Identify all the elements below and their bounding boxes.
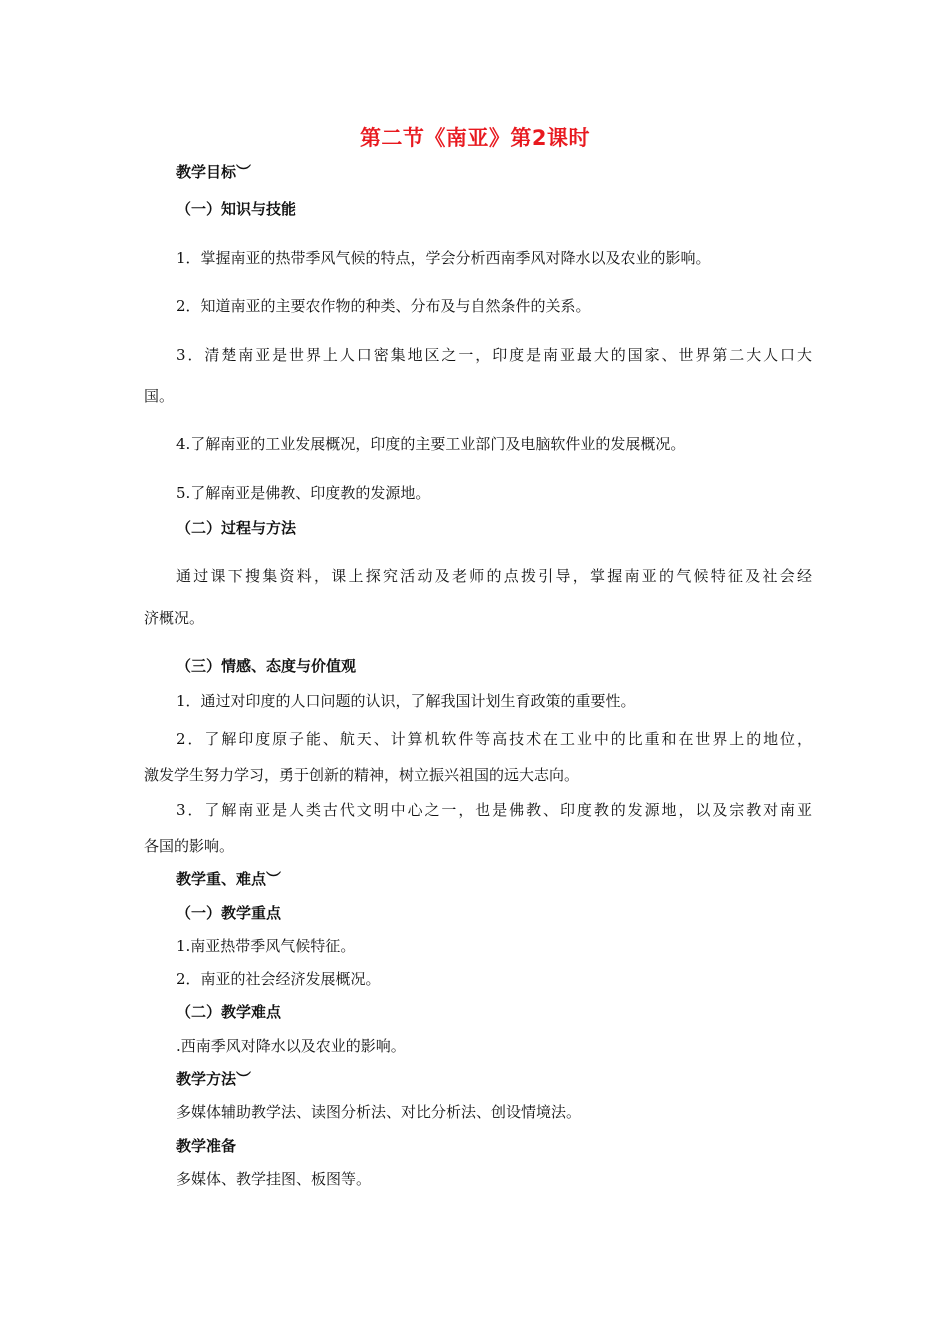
keypoints-heading: 教学重、难点︶ [176,870,282,888]
focus-item-2: 2．南亚的社会经济发展概况。 [176,970,381,988]
preparation-text: 多媒体、教学挂图、板图等。 [176,1170,372,1188]
difficulty-item-1: .西南季风对降水以及农业的影响。 [176,1037,406,1055]
values-line-4: 3．了解南亚是人类古代文明中心之一，也是佛教、印度教的发源地，以及宗教对南亚 [176,801,812,819]
knowledge-item-3: 3．清楚南亚是世界上人口密集地区之一，印度是南亚最大的国家、世界第二大人口大 [176,346,812,364]
methods-heading: 教学方法︶ [176,1070,252,1088]
process-methods-heading: （二）过程与方法 [176,519,297,537]
knowledge-item-5: 5.了解南亚是佛教、印度教的发源地。 [176,484,431,502]
values-line-5: 各国的影响。 [144,837,235,855]
page-title: 第二节《南亚》第2课时 [359,126,591,150]
values-line-3: 激发学生努力学习，勇于创新的精神，树立振兴祖国的远大志向。 [144,766,580,784]
difficulty-heading: （二）教学难点 [176,1003,282,1021]
knowledge-item-4: 4.了解南亚的工业发展概况，印度的主要工业部门及电脑软件业的发展概况。 [176,435,686,453]
knowledge-item-3-cont: 国。 [144,387,175,405]
methods-text: 多媒体辅助教学法、读图分析法、对比分析法、创设情境法。 [176,1103,582,1121]
process-line-1: 通过课下搜集资料，课上探究活动及老师的点拨引导，掌握南亚的气候特征及社会经 [176,567,812,585]
focus-item-1: 1.南亚热带季风气候特征。 [176,937,356,955]
values-heading: （三）情感、态度与价值观 [176,657,357,675]
knowledge-item-2: 2．知道南亚的主要农作物的种类、分布及与自然条件的关系。 [176,297,591,315]
focus-heading: （一）教学重点 [176,904,282,922]
knowledge-skills-heading: （一）知识与技能 [176,200,297,218]
process-line-2: 济概况。 [144,609,205,627]
values-line-2: 2．了解印度原子能、航天、计算机软件等高技术在工业中的比重和在世界上的地位， [176,730,812,748]
knowledge-item-1: 1．掌握南亚的热带季风气候的特点，学会分析西南季风对降水以及农业的影响。 [176,249,711,267]
values-line-1: 1．通过对印度的人口问题的认识，了解我国计划生育政策的重要性。 [176,692,636,710]
preparation-heading: 教学准备 [176,1137,237,1155]
objectives-heading: 教学目标︶ [176,163,252,181]
